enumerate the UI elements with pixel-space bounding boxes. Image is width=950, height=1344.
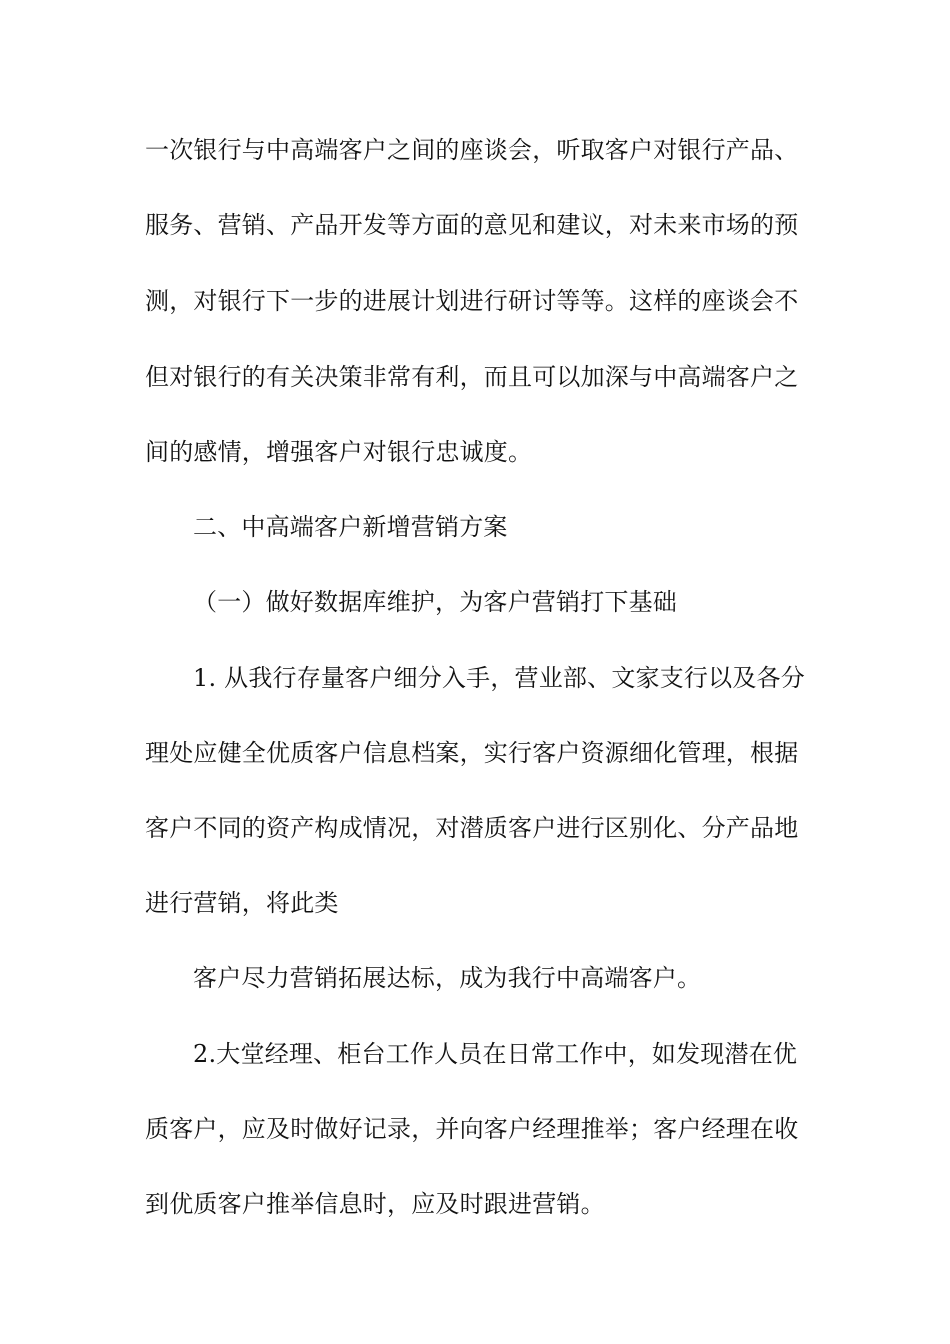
paragraph-line: 理处应健全优质客户信息档案，实行客户资源细化管理，根据	[145, 739, 799, 767]
paragraph-line: 进行营销，将此类	[145, 889, 339, 917]
paragraph-line: 一次银行与中高端客户之间的座谈会，听取客户对银行产品、	[145, 136, 799, 164]
section-heading: 二、中高端客户新增营销方案	[193, 513, 508, 541]
paragraph-line: 客户不同的资产构成情况，对潜质客户进行区别化、分产品地	[145, 814, 799, 842]
paragraph-line: 但对银行的有关决策非常有利，而且可以加深与中高端客户之	[145, 363, 799, 391]
subsection-heading: （一）做好数据库维护，为客户营销打下基础	[193, 588, 677, 616]
paragraph-line: 服务、营销、产品开发等方面的意见和建议，对未来市场的预	[145, 211, 799, 239]
paragraph-line: 到优质客户推举信息时，应及时跟进营销。	[145, 1190, 605, 1218]
paragraph-line: 间的感情，增强客户对银行忠诚度。	[145, 438, 533, 466]
list-item-line: 1. 从我行存量客户细分入手，营业部、文家支行以及各分	[193, 664, 805, 692]
list-item-line: 2.大堂经理、柜台工作人员在日常工作中，如发现潜在优	[193, 1040, 798, 1068]
paragraph-line: 质客户，应及时做好记录，并向客户经理推举；客户经理在收	[145, 1115, 799, 1143]
paragraph-line: 客户尽力营销拓展达标，成为我行中高端客户。	[193, 964, 702, 992]
paragraph-line: 测，对银行下一步的进展计划进行研讨等等。这样的座谈会不	[145, 287, 799, 315]
